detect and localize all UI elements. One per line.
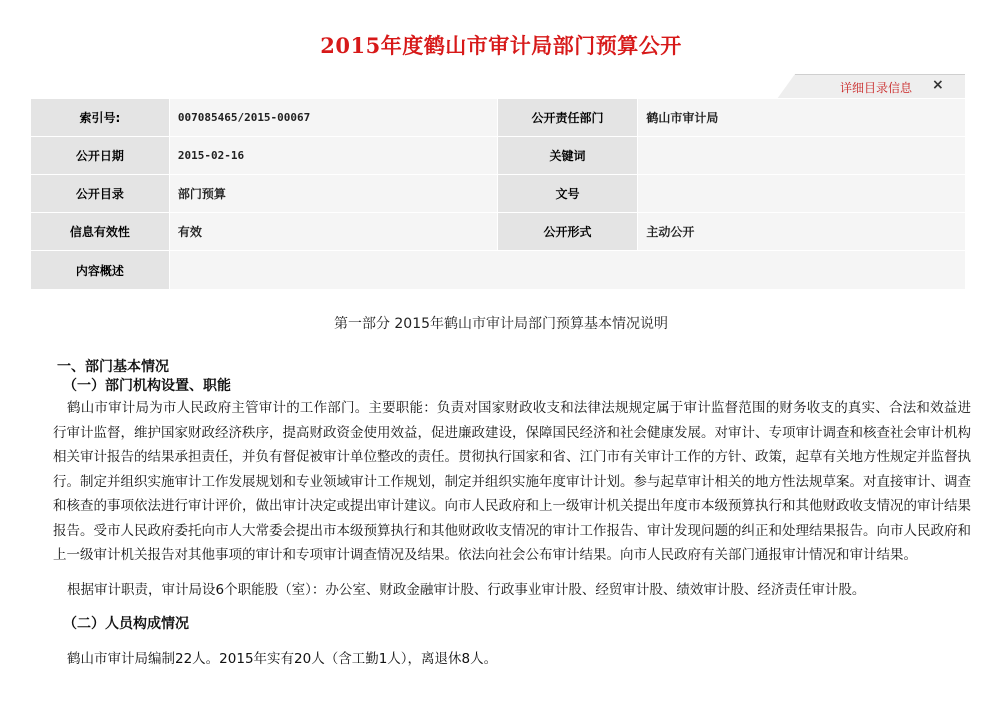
metadata-table [30,98,966,290]
date-label: 公开日期 [31,137,170,175]
paragraph-staffing: 鹤山市审计局编制22人。2015年实有20人（含工勤1人），离退休8人。 [67,650,498,667]
table-row [31,213,966,251]
section-heading: 一、部门基本情况 [57,359,169,375]
summary-value [169,251,965,290]
doc-no-value [638,175,966,213]
subsection-heading: （二）人员构成情况 [63,615,189,632]
keywords-label: 关键词 [497,137,638,175]
detail-catalog-tab[interactable] [795,74,965,99]
table-row [31,99,966,137]
dept-label: 公开责任部门 [497,99,638,137]
form-value: 主动公开 [638,213,966,251]
doc-no-label: 文号 [497,175,638,213]
validity-value: 有效 [169,213,497,251]
date-value: 2015-02-16 [169,137,497,175]
index-no-label: 索引号: [31,99,170,137]
table-row [31,175,966,213]
dept-value: 鹤山市审计局 [638,99,966,137]
subsection-heading: （一）部门机构设置、职能 [63,378,231,394]
detail-catalog-tab-label[interactable]: 详细目录信息 [840,81,913,95]
document-part-heading: 第一部分 2015年鹤山市审计局部门预算基本情况说明 [333,316,669,332]
form-label: 公开形式 [497,213,638,251]
document-body [53,358,971,671]
catalog-value: 部门预算 [169,175,497,213]
summary-label: 内容概述 [31,251,170,290]
paragraph-divisions: 根据审计职责，审计局设6个职能股（室）：办公室、财政金融审计股、行政事业审计股、经贸审计股、绩效审计股、经济责任审计股。 [67,581,866,598]
validity-label: 信息有效性 [31,213,170,251]
table-row [31,137,966,175]
paragraph-functions: 鹤山市审计局为市人民政府主管审计的工作部门。主要职能：负责对国家财政收支和法律法规规定属于审计监督范围的财务收支的真实、合法和效益进行审计监督，维护国家财政经济秩序，提高财政资金使用效益，促进廉政建设，保障国民经济和社会健康发展。对审计、专项审计调查和核查社会审计机构相关审计报告的结果承担责任，并负有督促被审计单位整改的责任。贯彻执行国家和省、江门市有关审计工作的方针、政策，起草有关地方性规定并监督执行。制定并组织实施审计工作发展规划和专业领域审计工作规划，制定并组织实施年度审计计划。参与起草审计相关的地方性法规草案。对直接审计、调查和核查的事项依法进行审计评价，做出审计决定或提出审计建议。向市人民政府和上一级审计机关提出年度市本级预算执行和其他财政收支情况的审计结果报告。受市人民政府委托向市人大常委会提出市本级预算执行和其他财政收支情况的审计工作报告、审计发现问题的纠正和处理结果报告。向市人民政府和上一级审计机关报告对其他事项的审计和专项审计调查情况及结果。依法向社会公布审计结果。向市人民政府有关部门通报审计情况和审计结果。 [53,400,971,563]
close-icon[interactable]: × [932,77,944,93]
keywords-value [638,137,966,175]
table-row [31,251,966,290]
catalog-label: 公开目录 [31,175,170,213]
page-title: 2015年度鹤山市审计局部门预算公开 [320,33,682,58]
index-no-value: 007085465/2015-00067 [169,99,497,137]
